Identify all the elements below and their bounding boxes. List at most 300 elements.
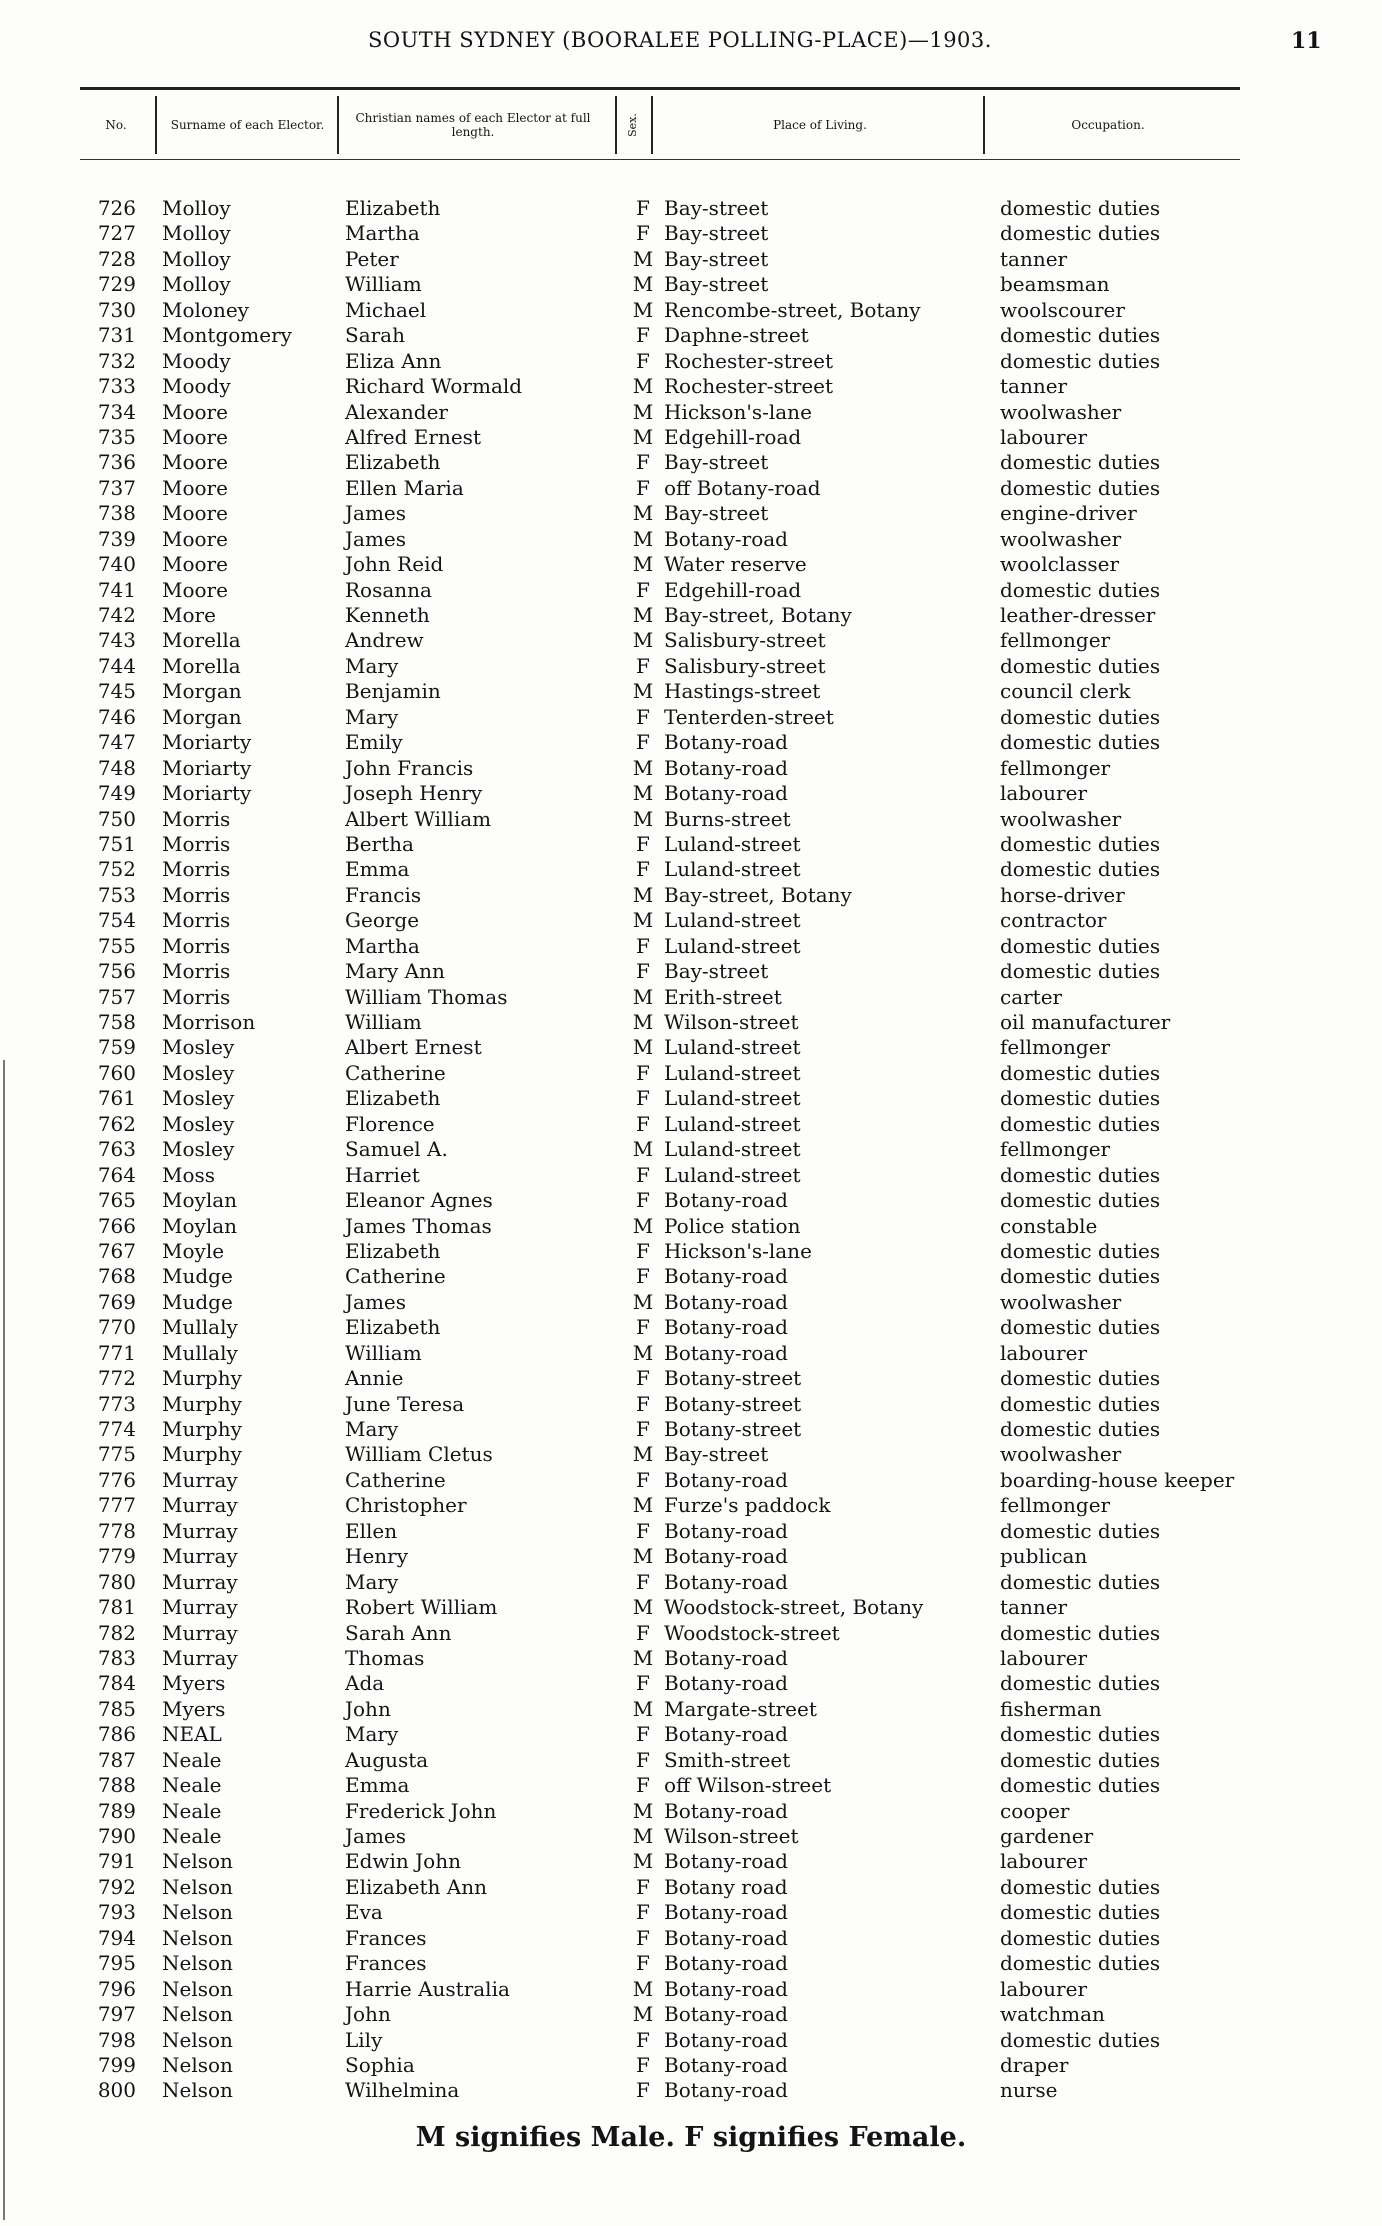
elector-number: 796 <box>97 1976 136 2001</box>
elector-occupation: domestic duties <box>1000 1773 1161 1798</box>
elector-sex: M <box>632 272 654 297</box>
table-row <box>0 1442 1382 1467</box>
elector-place: Water reserve <box>664 552 807 577</box>
elector-place: Erith-street <box>664 984 782 1009</box>
elector-occupation: fellmonger <box>1000 1137 1111 1162</box>
elector-surname: Moyle <box>162 1238 225 1263</box>
elector-place: Bay-street <box>664 450 769 475</box>
elector-christian-names: Peter <box>345 246 399 271</box>
elector-surname: Mosley <box>162 1060 235 1085</box>
page-title: SOUTH SYDNEY (BOORALEE POLLING-PLACE)—1903. <box>368 28 992 52</box>
elector-place: Rochester-street <box>664 374 834 399</box>
table-row <box>0 1290 1382 1315</box>
elector-sex: F <box>636 1417 650 1441</box>
elector-surname: Moore <box>162 501 228 526</box>
elector-christian-names: Lily <box>345 2027 383 2052</box>
elector-surname: Moore <box>162 399 228 424</box>
elector-surname: Nelson <box>162 1849 233 1874</box>
elector-sex: F <box>636 1722 650 1747</box>
elector-number: 727 <box>97 221 136 246</box>
elector-place: Botany-road <box>664 1951 788 1976</box>
elector-surname: Morris <box>162 959 231 984</box>
elector-number: 747 <box>97 730 136 755</box>
elector-surname: Morris <box>162 831 231 856</box>
elector-sex: F <box>636 1315 650 1340</box>
table-row <box>0 400 1382 425</box>
elector-number: 726 <box>97 196 136 220</box>
elector-place: Luland-street <box>664 908 801 933</box>
elector-sex: F <box>636 1238 650 1263</box>
elector-sex: F <box>636 475 650 500</box>
footer-legend: M signifies Male. F signifies Female. <box>415 2122 967 2153</box>
header-bottom-rule <box>80 159 1240 160</box>
elector-christian-names: Alexander <box>345 399 448 424</box>
table-row <box>0 374 1382 399</box>
elector-sex: F <box>636 730 650 755</box>
elector-number: 786 <box>97 1722 136 1747</box>
elector-place: Salisbury-street <box>664 628 826 653</box>
elector-surname: Myers <box>162 1671 226 1696</box>
table-row <box>0 1392 1382 1417</box>
elector-occupation: woolwasher <box>1000 526 1122 551</box>
elector-christian-names: Mary <box>345 1417 399 1441</box>
elector-place: Botany-road <box>664 1544 788 1569</box>
elector-place: Bay-street <box>664 221 769 246</box>
elector-place: Botany-road <box>664 2002 788 2027</box>
elector-sex: F <box>636 2027 650 2052</box>
elector-occupation: domestic duties <box>1000 1264 1161 1289</box>
elector-sex: M <box>632 1137 654 1162</box>
elector-surname: Moylan <box>162 1213 238 1238</box>
elector-number: 734 <box>97 399 136 424</box>
elector-occupation: labourer <box>1000 1849 1088 1874</box>
elector-place: Daphne-street <box>664 323 809 348</box>
elector-surname: Mosley <box>162 1035 235 1060</box>
elector-christian-names: Richard Wormald <box>345 374 523 399</box>
header-occupation: Occupation. <box>1071 118 1145 132</box>
elector-place: Police station <box>664 1213 801 1238</box>
elector-occupation: domestic duties <box>1000 1951 1161 1976</box>
elector-number: 779 <box>97 1544 136 1569</box>
elector-surname: Moore <box>162 526 228 551</box>
elector-occupation: gardener <box>1000 1824 1094 1848</box>
elector-occupation: domestic duties <box>1000 1111 1161 1136</box>
elector-surname: Montgomery <box>162 323 292 348</box>
header-surname: Surname of each Elector. <box>170 118 325 132</box>
elector-christian-names: Mary <box>345 1569 399 1594</box>
table-row <box>0 1341 1382 1366</box>
scan-margin-line <box>3 1060 5 2220</box>
elector-occupation: woolwasher <box>1000 1442 1122 1467</box>
elector-place: Tenterden-street <box>664 704 834 729</box>
elector-sex: F <box>636 653 650 678</box>
table-row <box>0 832 1382 857</box>
header-top-rule <box>80 87 1240 90</box>
elector-place: Furze's paddock <box>664 1493 831 1518</box>
elector-christian-names: Harriet <box>345 1162 420 1187</box>
elector-place: Botany-road <box>664 1315 788 1340</box>
elector-occupation: domestic duties <box>1000 475 1161 500</box>
elector-sex: M <box>632 1213 654 1238</box>
elector-occupation: domestic duties <box>1000 1925 1161 1950</box>
elector-surname: Mosley <box>162 1111 235 1136</box>
elector-sex: M <box>632 501 654 526</box>
elector-sex: F <box>636 1747 650 1772</box>
elector-christian-names: William Cletus <box>345 1442 493 1467</box>
table-row <box>0 1315 1382 1340</box>
elector-sex: M <box>632 1976 654 2001</box>
elector-surname: Morris <box>162 908 231 933</box>
elector-occupation: watchman <box>1000 2002 1105 2027</box>
elector-christian-names: Eva <box>345 1900 383 1925</box>
elector-occupation: domestic duties <box>1000 1620 1161 1645</box>
elector-christian-names: Emily <box>345 730 403 755</box>
elector-occupation: domestic duties <box>1000 577 1161 602</box>
elector-place: Botany-road <box>664 1645 788 1670</box>
elector-place: Bay-street <box>664 501 769 526</box>
elector-christian-names: Samuel A. <box>345 1137 448 1162</box>
elector-number: 781 <box>97 1595 136 1620</box>
elector-number: 782 <box>97 1620 136 1645</box>
elector-christian-names: Rosanna <box>345 577 432 602</box>
elector-christian-names: Catherine <box>345 1264 446 1289</box>
elector-place: Wilson-street <box>664 1824 799 1848</box>
table-row <box>0 1875 1382 1900</box>
elector-number: 745 <box>97 679 136 704</box>
table-row <box>0 1366 1382 1391</box>
elector-occupation: fellmonger <box>1000 755 1111 780</box>
elector-place: Botany-road <box>664 1798 788 1823</box>
elector-christian-names: Alfred Ernest <box>345 424 481 449</box>
elector-christian-names: Joseph Henry <box>345 781 483 806</box>
elector-place: Hickson's-lane <box>664 399 812 424</box>
elector-place: off Wilson-street <box>664 1773 832 1798</box>
table-row <box>0 298 1382 323</box>
elector-occupation: tanner <box>1000 374 1068 399</box>
elector-number: 791 <box>97 1849 136 1874</box>
elector-occupation: domestic duties <box>1000 1162 1161 1187</box>
elector-surname: Moloney <box>162 297 249 322</box>
header-no: No. <box>105 118 127 132</box>
elector-christian-names: Christopher <box>345 1493 467 1518</box>
elector-place: Botany-road <box>664 755 788 780</box>
elector-number: 787 <box>97 1747 136 1772</box>
elector-place: Botany-road <box>664 1569 788 1594</box>
elector-occupation: fellmonger <box>1000 628 1111 653</box>
table-row <box>0 781 1382 806</box>
elector-sex: M <box>632 1645 654 1670</box>
elector-sex: F <box>636 1086 650 1111</box>
elector-place: Botany-road <box>664 2052 788 2077</box>
elector-occupation: domestic duties <box>1000 1417 1161 1441</box>
elector-surname: Mudge <box>162 1264 233 1289</box>
elector-sex: F <box>636 2052 650 2077</box>
table-row <box>0 1188 1382 1213</box>
table-row <box>0 1086 1382 1111</box>
elector-christian-names: James <box>345 1824 407 1848</box>
elector-number: 793 <box>97 1900 136 1925</box>
elector-occupation: woolclasser <box>1000 552 1120 577</box>
elector-sex: M <box>632 552 654 577</box>
elector-christian-names: Elizabeth <box>345 196 441 220</box>
elector-number: 737 <box>97 475 136 500</box>
elector-christian-names: John <box>345 1696 391 1721</box>
elector-place: Botany-street <box>664 1366 802 1391</box>
elector-place: Salisbury-street <box>664 653 826 678</box>
table-row <box>0 1671 1382 1696</box>
elector-surname: Nelson <box>162 1925 233 1950</box>
elector-place: Margate-street <box>664 1696 817 1721</box>
elector-surname: Nelson <box>162 2002 233 2027</box>
elector-surname: Morgan <box>162 704 242 729</box>
elector-sex: M <box>632 755 654 780</box>
elector-surname: Mullaly <box>162 1315 238 1340</box>
elector-number: 733 <box>97 374 136 399</box>
elector-number: 746 <box>97 704 136 729</box>
elector-place: Bay-street, Botany <box>664 882 852 907</box>
elector-surname: Murray <box>162 1544 238 1569</box>
elector-sex: F <box>636 933 650 958</box>
elector-christian-names: Mary <box>345 1722 399 1747</box>
elector-place: Botany-street <box>664 1417 802 1441</box>
elector-sex: M <box>632 1289 654 1314</box>
elector-surname: Morella <box>162 628 241 653</box>
table-row <box>0 1748 1382 1773</box>
elector-surname: Mosley <box>162 1137 235 1162</box>
elector-place: Botany-road <box>664 730 788 755</box>
elector-sex: F <box>636 1620 650 1645</box>
table-row <box>0 272 1382 297</box>
table-row <box>0 1595 1382 1620</box>
elector-occupation: domestic duties <box>1000 1722 1161 1747</box>
elector-number: 797 <box>97 2002 136 2027</box>
elector-surname: Neale <box>162 1824 222 1848</box>
header-divider <box>337 96 339 154</box>
elector-number: 776 <box>97 1467 136 1492</box>
elector-christian-names: Mary <box>345 704 399 729</box>
table-row <box>0 349 1382 374</box>
elector-surname: Nelson <box>162 1976 233 2001</box>
table-row <box>0 578 1382 603</box>
elector-sex: F <box>636 1900 650 1925</box>
elector-place: Luland-street <box>664 1137 801 1162</box>
header-christian-names: Christian names of each Elector at full length. <box>355 111 591 139</box>
elector-occupation: publican <box>1000 1544 1088 1569</box>
elector-occupation: domestic duties <box>1000 1238 1161 1263</box>
elector-christian-names: Albert William <box>345 806 492 831</box>
elector-christian-names: John Reid <box>345 552 444 577</box>
table-row <box>0 1137 1382 1162</box>
table-row <box>0 1646 1382 1671</box>
elector-place: Botany-road <box>664 1849 788 1874</box>
elector-number: 741 <box>97 577 136 602</box>
elector-surname: Murphy <box>162 1442 242 1467</box>
elector-occupation: draper <box>1000 2052 1069 2077</box>
elector-christian-names: Eleanor Agnes <box>345 1188 493 1213</box>
table-row <box>0 247 1382 272</box>
table-row <box>0 2002 1382 2027</box>
elector-number: 738 <box>97 501 136 526</box>
elector-place: Botany-road <box>664 1671 788 1696</box>
elector-number: 778 <box>97 1518 136 1543</box>
elector-surname: Moore <box>162 450 228 475</box>
elector-sex: M <box>632 984 654 1009</box>
elector-surname: Moriarty <box>162 781 252 806</box>
elector-surname: Murray <box>162 1620 238 1645</box>
elector-place: Bay-street <box>664 1442 769 1467</box>
elector-surname: Nelson <box>162 1900 233 1925</box>
elector-surname: Murray <box>162 1569 238 1594</box>
elector-occupation: labourer <box>1000 424 1088 449</box>
elector-christian-names: Augusta <box>345 1747 429 1772</box>
elector-surname: Moody <box>162 348 231 373</box>
elector-christian-names: Ellen <box>345 1518 398 1543</box>
elector-christian-names: Florence <box>345 1111 435 1136</box>
elector-number: 790 <box>97 1824 136 1848</box>
elector-surname: Neale <box>162 1773 222 1798</box>
table-row <box>0 985 1382 1010</box>
elector-place: Bay-street <box>664 272 769 297</box>
elector-christian-names: Elizabeth <box>345 450 441 475</box>
elector-occupation: domestic duties <box>1000 196 1161 220</box>
elector-surname: Moody <box>162 374 231 399</box>
elector-christian-names: Michael <box>345 297 427 322</box>
elector-sex: F <box>636 959 650 984</box>
table-row <box>0 1799 1382 1824</box>
elector-surname: Morris <box>162 933 231 958</box>
elector-christian-names: Edwin John <box>345 1849 461 1874</box>
elector-place: Wilson-street <box>664 1010 799 1034</box>
elector-sex: F <box>636 1951 650 1976</box>
elector-surname: Murray <box>162 1493 238 1518</box>
elector-christian-names: Elizabeth <box>345 1238 441 1263</box>
elector-surname: Moore <box>162 424 228 449</box>
table-row <box>0 1264 1382 1289</box>
elector-sex: M <box>632 1544 654 1569</box>
elector-number: 784 <box>97 1671 136 1696</box>
elector-occupation: woolscourer <box>1000 297 1125 322</box>
elector-occupation: domestic duties <box>1000 1900 1161 1925</box>
table-row <box>0 1493 1382 1518</box>
elector-sex: M <box>632 526 654 551</box>
elector-sex: F <box>636 857 650 882</box>
elector-place: Bay-street <box>664 959 769 984</box>
elector-occupation: fisherman <box>1000 1696 1102 1721</box>
elector-occupation: woolwasher <box>1000 399 1122 424</box>
elector-place: Luland-street <box>664 1111 801 1136</box>
header-place: Place of Living. <box>773 118 867 132</box>
elector-sex: F <box>636 348 650 373</box>
elector-surname: Moore <box>162 577 228 602</box>
elector-sex: F <box>636 1162 650 1187</box>
table-row <box>0 1824 1382 1849</box>
elector-number: 775 <box>97 1442 136 1467</box>
elector-number: 739 <box>97 526 136 551</box>
elector-number: 760 <box>97 1060 136 1085</box>
elector-christian-names: Mary <box>345 653 399 678</box>
elector-occupation: domestic duties <box>1000 1391 1161 1416</box>
elector-surname: Moore <box>162 552 228 577</box>
elector-sex: F <box>636 323 650 348</box>
elector-christian-names: Sarah <box>345 323 405 348</box>
table-row <box>0 1544 1382 1569</box>
elector-occupation: domestic duties <box>1000 1747 1161 1772</box>
elector-surname: Nelson <box>162 2052 233 2077</box>
table-row <box>0 221 1382 246</box>
elector-occupation: domestic duties <box>1000 1188 1161 1213</box>
elector-occupation: domestic duties <box>1000 1366 1161 1391</box>
elector-number: 748 <box>97 755 136 780</box>
elector-occupation: domestic duties <box>1000 1569 1161 1594</box>
elector-christian-names: Elizabeth Ann <box>345 1874 487 1899</box>
elector-number: 751 <box>97 831 136 856</box>
table-row <box>0 450 1382 475</box>
table-row <box>0 1697 1382 1722</box>
table-row <box>0 1239 1382 1264</box>
header-sex <box>618 96 648 154</box>
elector-christian-names: William Thomas <box>345 984 508 1009</box>
elector-sex: F <box>636 1060 650 1085</box>
elector-number: 752 <box>97 857 136 882</box>
elector-occupation: woolwasher <box>1000 806 1122 831</box>
table-row <box>0 603 1382 628</box>
table-row <box>0 425 1382 450</box>
elector-christian-names: William <box>345 1010 422 1034</box>
elector-sex: M <box>632 424 654 449</box>
table-row <box>0 1951 1382 1976</box>
elector-occupation: domestic duties <box>1000 704 1161 729</box>
elector-number: 766 <box>97 1213 136 1238</box>
elector-surname: NEAL <box>162 1722 222 1747</box>
elector-number: 774 <box>97 1417 136 1441</box>
elector-christian-names: Martha <box>345 933 420 958</box>
table-row <box>0 705 1382 730</box>
elector-christian-names: Henry <box>345 1544 409 1569</box>
elector-place: Rencombe-street, Botany <box>664 297 921 322</box>
elector-christian-names: William <box>345 272 422 297</box>
table-row <box>0 1519 1382 1544</box>
table-row <box>0 807 1382 832</box>
elector-occupation: cooper <box>1000 1798 1070 1823</box>
elector-sex: F <box>636 450 650 475</box>
elector-occupation: horse-driver <box>1000 882 1125 907</box>
elector-occupation: engine-driver <box>1000 501 1137 526</box>
elector-number: 755 <box>97 933 136 958</box>
header-divider <box>983 96 985 154</box>
table-row <box>0 1417 1382 1442</box>
elector-occupation: tanner <box>1000 246 1068 271</box>
table-row <box>0 730 1382 755</box>
elector-christian-names: Elizabeth <box>345 1315 441 1340</box>
table-row <box>0 1061 1382 1086</box>
elector-sex: M <box>632 1824 654 1848</box>
elector-place: Botany-road <box>664 2027 788 2052</box>
elector-sex: M <box>632 806 654 831</box>
elector-occupation: woolwasher <box>1000 1289 1122 1314</box>
elector-christian-names: John <box>345 2002 391 2027</box>
elector-place: Botany-road <box>664 1722 788 1747</box>
elector-sex: F <box>636 1671 650 1696</box>
elector-christian-names: William <box>345 1340 422 1365</box>
elector-sex: M <box>632 679 654 704</box>
elector-sex: F <box>636 831 650 856</box>
elector-number: 799 <box>97 2052 136 2077</box>
elector-place: Edgehill-road <box>664 577 802 602</box>
elector-place: Bay-street <box>664 246 769 271</box>
elector-occupation: fellmonger <box>1000 1493 1111 1518</box>
elector-place: Botany-road <box>664 526 788 551</box>
elector-christian-names: Andrew <box>345 628 424 653</box>
